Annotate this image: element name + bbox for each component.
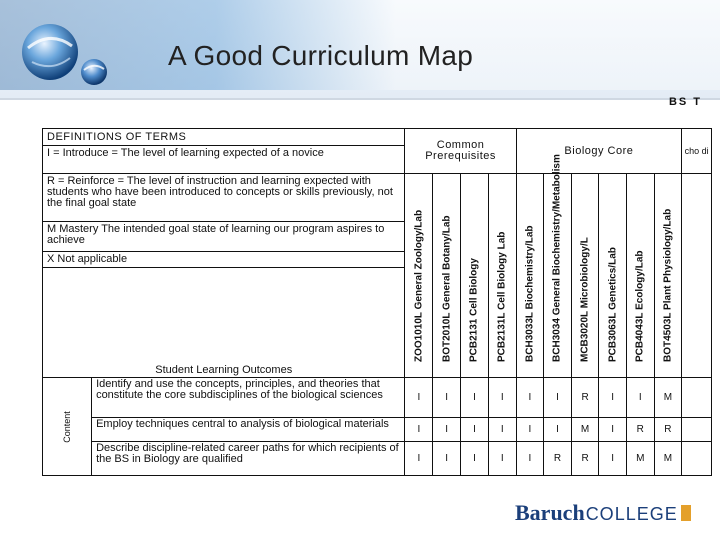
level-cell: I xyxy=(461,418,489,442)
level-cell: I xyxy=(488,378,516,418)
truncated-course-header xyxy=(682,174,712,378)
level-cell: I xyxy=(516,442,544,476)
definition-reinforce: R = Reinforce = The level of instruction and learning expected with students who have been introduced to concepts or skills previously, not the final goal state xyxy=(43,174,405,222)
logo-college: COLLEGE xyxy=(585,504,678,524)
globe-logo-icon xyxy=(14,22,114,94)
course-header xyxy=(571,174,599,378)
level-cell: I xyxy=(433,378,461,418)
level-cell: I xyxy=(544,418,572,442)
biology-core-header: Biology Core xyxy=(516,129,682,174)
student-learning-outcomes-heading: Student Learning Outcomes xyxy=(43,268,405,378)
corner-code: BS T xyxy=(668,96,702,108)
level-cell: R xyxy=(626,418,654,442)
truncated-cell xyxy=(682,418,712,442)
level-cell: I xyxy=(433,418,461,442)
table-row xyxy=(43,442,712,476)
outcome-text: Identify and use the concepts, principles, and theories that constitute the core subdisciplines of the biological sciences xyxy=(92,378,405,418)
level-cell: R xyxy=(654,418,682,442)
curriculum-map-document xyxy=(42,96,712,500)
course-label: PCB3063L Genetics/Lab xyxy=(607,247,619,362)
level-cell: I xyxy=(405,418,433,442)
row-group-label: Content xyxy=(43,378,92,476)
course-header xyxy=(544,154,572,378)
level-cell: I xyxy=(405,442,433,476)
course-header xyxy=(405,174,433,378)
level-cell: I xyxy=(599,378,627,418)
course-header xyxy=(433,174,461,378)
level-cell: I xyxy=(433,442,461,476)
level-cell: I xyxy=(599,418,627,442)
level-cell: M xyxy=(571,418,599,442)
logo-mark-icon xyxy=(681,505,691,521)
level-cell: I xyxy=(544,378,572,418)
logo-brand: Baruch xyxy=(515,500,585,525)
outcome-text: Describe discipline-related career paths for which recipients of the BS in Biology are qualified xyxy=(92,442,405,476)
level-cell: I xyxy=(488,442,516,476)
level-cell: M xyxy=(626,442,654,476)
level-cell: R xyxy=(544,442,572,476)
course-label: ZOO1010L General Zoology/Lab xyxy=(413,209,425,362)
level-cell: I xyxy=(461,378,489,418)
definitions-heading: DEFINITIONS OF TERMS xyxy=(43,129,405,146)
outcome-text: Employ techniques central to analysis of biological materials xyxy=(92,418,405,442)
course-header xyxy=(516,174,544,378)
truncated-cell xyxy=(682,442,712,476)
common-prerequisites-header: Common Prerequisites xyxy=(405,129,516,174)
slide-title: A Good Curriculum Map xyxy=(168,40,474,71)
course-header xyxy=(599,174,627,378)
level-cell: I xyxy=(599,442,627,476)
course-label: BCH3033L Biochemistry/Lab xyxy=(524,225,536,362)
level-cell: I xyxy=(461,442,489,476)
course-header xyxy=(654,174,682,378)
definition-mastery: M Mastery The intended goal state of learning our program aspires to achieve xyxy=(43,222,405,252)
course-label: PCB4043L Ecology/Lab xyxy=(634,250,646,362)
course-label: BOT2010L General Botany/Lab xyxy=(441,215,453,362)
table-row xyxy=(43,378,712,418)
baruch-college-logo xyxy=(515,500,691,526)
course-header xyxy=(626,174,654,378)
level-cell: I xyxy=(626,378,654,418)
level-cell: R xyxy=(571,442,599,476)
truncated-group-header: cho di xyxy=(682,129,712,174)
curriculum-map-table xyxy=(42,128,712,476)
course-header xyxy=(488,174,516,378)
slide-header xyxy=(0,0,720,98)
course-label: MCB3020L Microbiology/L xyxy=(579,237,591,362)
table-row xyxy=(43,418,712,442)
truncated-cell xyxy=(682,378,712,418)
level-cell: I xyxy=(516,418,544,442)
level-cell: R xyxy=(571,378,599,418)
course-label: PCB2131L Cell Biology Lab xyxy=(496,231,508,362)
course-header xyxy=(461,174,489,378)
course-label: PCB2131 Cell Biology xyxy=(468,258,480,362)
level-cell: M xyxy=(654,378,682,418)
course-label: BOT4503L Plant Physiology/Lab xyxy=(662,208,674,362)
course-label: BCH3034 General Biochemistry/Metabolism xyxy=(551,154,563,362)
level-cell: I xyxy=(488,418,516,442)
level-cell: I xyxy=(516,378,544,418)
definition-introduce: I = Introduce = The level of learning expected of a novice xyxy=(43,146,405,174)
level-cell: I xyxy=(405,378,433,418)
definition-not-applicable: X Not applicable xyxy=(43,252,405,268)
level-cell: M xyxy=(654,442,682,476)
